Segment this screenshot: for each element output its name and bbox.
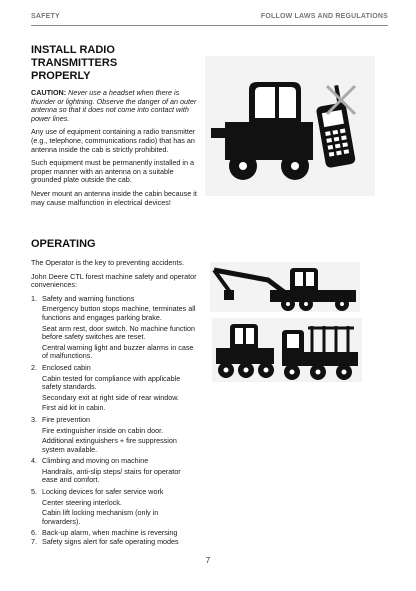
list-item (31, 364, 197, 413)
safety-features-list (31, 295, 197, 547)
list-item (31, 416, 197, 454)
radio-section (31, 44, 197, 212)
item-title: Enclosed cabin (42, 362, 91, 372)
operating-section-title: OPERATING (31, 238, 96, 250)
caution-note (31, 89, 197, 123)
harvester-drawing (210, 262, 360, 312)
radio-title-line2: PROPERLY (31, 70, 91, 82)
forwarder-illustration (212, 318, 362, 387)
harvester-illustration (210, 262, 360, 317)
item-title: Safety and warning functions (42, 293, 135, 303)
header-section-label: SAFETY (31, 13, 60, 20)
caution-text: Never use a headset when there is thunder or lightning. Observe the danger of an outer antenna so that it does not come into contact with power lines. (31, 88, 197, 123)
operating-section (31, 238, 197, 550)
cab-and-phone-illustration (205, 56, 375, 196)
operating-intro-conveniences: John Deere CTL forest machine safety and operator conveniences: (31, 271, 197, 290)
forwarder-drawing (212, 318, 362, 382)
item-title: Back-up alarm, when machine is reversing (42, 528, 178, 538)
radio-prohibition-illustration (205, 56, 375, 201)
item-detail: Central warning light and buzzer alarms in case of malfunctions. (42, 342, 194, 361)
list-item (31, 295, 197, 361)
item-title: Climbing and moving on machine (42, 456, 149, 466)
item-number: 4. (31, 456, 37, 466)
list-item (31, 457, 197, 485)
item-number: 5. (31, 487, 37, 497)
item-detail: Center steering interlock. (42, 497, 122, 507)
page-number: 7 (205, 556, 211, 565)
radio-paragraph: Never mount an antenna inside the cabin because it may cause malfunction in electrical devices! (31, 188, 197, 207)
radio-paragraph: Any use of equipment containing a radio transmitter (e.g., telephone, communications radio) that has an antenna inside the cab is strictly prohibited. (31, 127, 196, 154)
radio-paragraph: Such equipment must be permanently installed in a proper manner with an antenna on a suitable grounded plate outside the cab. (31, 158, 195, 185)
item-title: Fire prevention (42, 414, 90, 424)
caution-label: CAUTION: (31, 88, 67, 97)
page-header (31, 11, 388, 26)
list-item (31, 488, 197, 526)
item-detail: Seat arm rest, door switch. No machine function before safety switches are reset. (42, 323, 196, 342)
item-number: 7. (31, 537, 37, 547)
radio-section-title (31, 44, 197, 83)
item-detail: Cabin lift locking mechanism (only in forwarders). (42, 508, 159, 526)
item-detail: First aid kit in cabin. (42, 403, 106, 413)
operating-intro: The Operator is the key to preventing accidents. (31, 258, 185, 267)
item-detail: Handrails, anti-slip steps/ stairs for operator ease and comfort. (42, 466, 181, 485)
item-title: Locking devices for safer service work (42, 487, 164, 497)
item-title: Safety signs alert for safe operating modes (42, 537, 179, 547)
item-detail: Additional extinguishers + fire suppression system available. (42, 436, 177, 454)
header-chapter-label: FOLLOW LAWS AND REGULATIONS (260, 13, 388, 20)
item-number: 6. (31, 528, 37, 538)
list-item (31, 538, 197, 547)
item-number: 2. (31, 362, 37, 372)
item-detail: Cabin tested for compliance with applicable safety standards. (42, 373, 181, 392)
item-number: 3. (31, 414, 37, 424)
item-detail: Secondary exit at right side of rear window. (42, 392, 180, 402)
item-detail: Fire extinguisher inside on cabin door. (42, 425, 164, 435)
item-detail: Emergency button stops machine, terminates all functions and engages parking brake. (42, 304, 196, 322)
item-number: 1. (31, 293, 37, 303)
radio-title-line1: INSTALL RADIO TRANSMITTERS (31, 44, 118, 69)
